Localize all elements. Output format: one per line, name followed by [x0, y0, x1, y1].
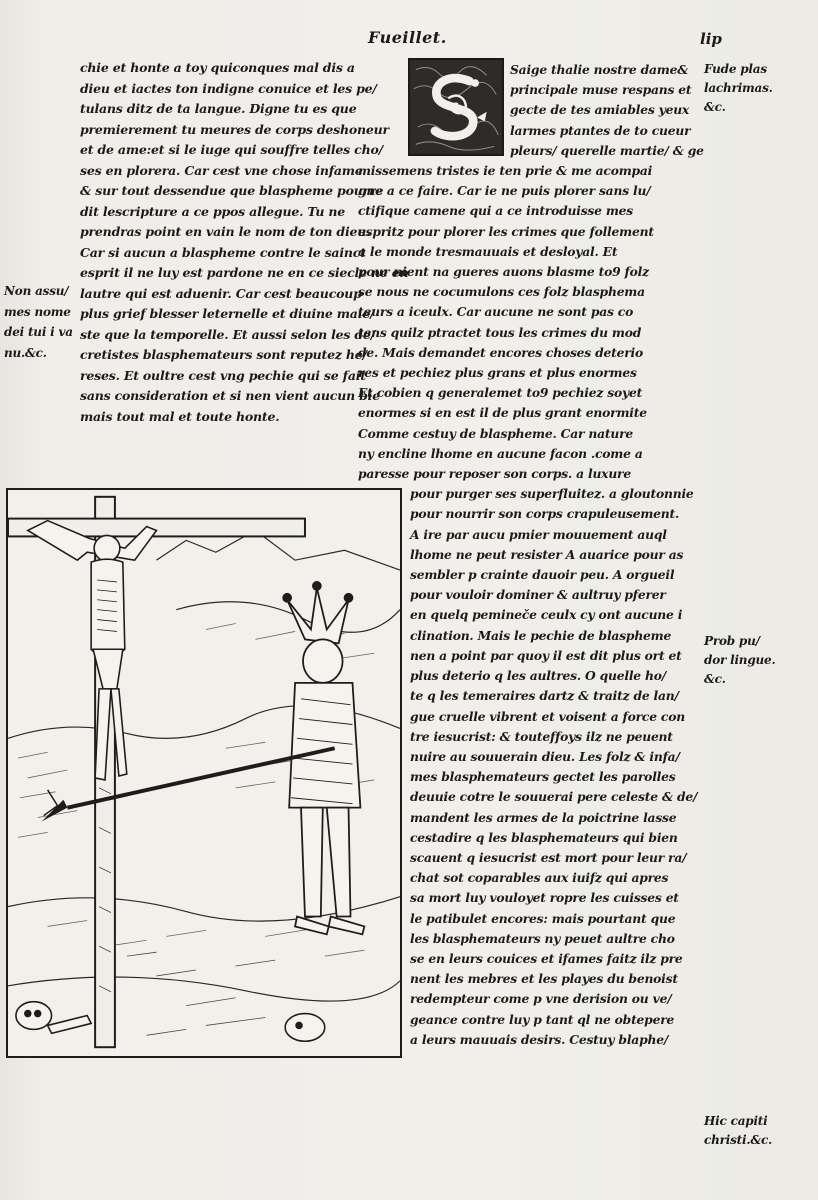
- text-line: sans consideration et si nen vient aucun bie: [80, 388, 380, 403]
- text-line: a leurs mauuais desirs. Cestuy blaphe/: [410, 1031, 669, 1047]
- text-line: premierement tu meures de corps deshoneur: [80, 121, 389, 137]
- text-line: pour nient na gueres auons blasme to9 folz: [358, 264, 649, 280]
- text-line: mes blasphemateurs gectet les parolles: [410, 769, 676, 785]
- text-line: tulans ditz de ta langue. Digne tu es que: [80, 101, 357, 116]
- text-line: se nous ne cocumulons ces folz blasphema: [358, 284, 645, 300]
- text-line: pleurs/ querelle martie/ & ge: [510, 142, 704, 158]
- text-line: enormes si en est il de plus grant enormite: [358, 405, 647, 421]
- text-line: redempteur come p vne derision ou ve/: [410, 991, 672, 1007]
- text-line: geance contre luy p tant ql ne obtepere: [410, 1011, 675, 1027]
- text-line: Comme cestuy de blaspheme. Car nature: [358, 425, 633, 441]
- page-header: [0, 28, 818, 52]
- text-line: te q les temeraires dartz & traitz de lan/: [410, 688, 679, 704]
- text-line: & sur tout dessendue que blaspheme pourre: [80, 183, 384, 198]
- margin-line: Prob pu/: [704, 634, 760, 648]
- margin-line: Non assu/: [4, 284, 69, 298]
- text-line: se en leurs couices et ifames faitz ilz pre: [410, 950, 683, 966]
- text-line: paresse pour reposer son corps. a luxure: [358, 466, 631, 482]
- text-line: mandent les armes de la poictrine lasse: [410, 809, 677, 825]
- text-line: ctifique camene qui a ce introduisse mes: [358, 203, 634, 219]
- right-marginal-note-2: [704, 632, 814, 689]
- running-title: Fueillet.: [368, 28, 447, 47]
- text-line: les blasphemateurs ny peuet aultre cho: [410, 930, 675, 946]
- text-line: lhome ne peut resister A auarice pour as: [410, 546, 684, 562]
- text-line: nen a point par quoy il est dit plus ort et: [410, 647, 682, 663]
- text-line: a le monde tresmauuais et desloyal. Et: [358, 243, 618, 259]
- text-line: mais tout mal et toute honte.: [80, 408, 280, 424]
- text-line: Saige thalie nostre dame&: [510, 62, 689, 77]
- text-line: gne a ce faire. Car ie ne puis plorer sans lu/: [358, 183, 651, 199]
- text-line: chat sot coparables aux iuifz qui apres: [410, 870, 669, 886]
- margin-line: &c.: [704, 672, 726, 686]
- text-line: scauent q iesucrist est mort pour leur ra/: [410, 849, 687, 865]
- text-line: pour vouloir dominer & aultruy pferer: [410, 587, 666, 603]
- text-line: gecte de tes amiables yeux: [510, 102, 690, 118]
- right-text-column: [358, 60, 704, 1050]
- margin-line: Hic capiti: [704, 1114, 768, 1128]
- margin-line: christi.&c.: [704, 1133, 773, 1147]
- text-line: Car si aucun a blaspheme contre le sainct: [80, 244, 366, 260]
- text-line: dit lescripture a ce ppos allegue. Tu ne: [80, 203, 346, 219]
- text-line: larmes ptantes de to cueur: [510, 122, 691, 138]
- text-line: nuire au souuerain dieu. Les folz & infa/: [410, 748, 680, 764]
- text-line: ste que la temporelle. Et aussi selon les de/: [80, 326, 376, 342]
- crucifixion-fool-woodcut: [8, 490, 400, 1056]
- margin-line: dor lingue.: [704, 653, 776, 667]
- text-line: lautre qui est aduenir. Car cest beaucoup: [80, 285, 362, 301]
- text-line: espritz pour plorer les crimes que follement: [358, 223, 654, 239]
- text-line: clination. Mais le pechie de blaspheme: [410, 627, 672, 643]
- margin-line: lachrimas.: [704, 81, 773, 95]
- text-line: reses. Et oultre cest vng pechie qui se fait: [80, 367, 366, 383]
- right-marginal-note-3: [704, 1112, 814, 1150]
- margin-line: Fude plas: [704, 62, 767, 76]
- text-line: principale muse respans et: [510, 82, 692, 98]
- left-text-column: [80, 58, 409, 427]
- text-line: deuuie cotre le souuerai pere celeste & de/: [410, 789, 698, 805]
- text-line: missemens tristes ie ten prie & me acompai: [358, 163, 653, 179]
- text-line: res et pechiez plus grans et plus enormes: [358, 365, 637, 381]
- left-marginal-note: [4, 281, 82, 363]
- right-marginal-note-1: [704, 60, 814, 117]
- folio-number: lip: [700, 30, 722, 48]
- text-line: Et cobien q generalemet to9 pechiez soyet: [358, 385, 643, 401]
- margin-line: nu.&c.: [4, 345, 47, 360]
- text-line: prendras point en vain le nom de ton dieu.: [80, 224, 371, 239]
- margin-line: mes nome: [4, 304, 71, 319]
- text-line: teurs a iceulx. Car aucune ne sont pas co: [358, 304, 634, 320]
- text-line: cretistes blasphemateurs sont reputez he/: [80, 347, 367, 362]
- text-line: cestadire q les blasphemateurs qui bien: [410, 829, 678, 845]
- margin-line: dei tui i va: [4, 325, 73, 339]
- text-line: sembler p crainte dauoir peu. A orgueil: [410, 567, 675, 583]
- text-line: ny encline lhome en aucune facon .come a: [358, 445, 643, 461]
- text-line: chie et honte a toy quiconques mal dis a: [80, 60, 355, 75]
- text-line: ses en plorera. Car cest vne chose infame: [80, 162, 363, 178]
- margin-line: &c.: [704, 100, 726, 114]
- text-line: plus deterio q les aultres. O quelle ho/: [410, 668, 667, 684]
- text-line: nent les mebres et les playes du benoist: [410, 971, 678, 987]
- text-line: de. Mais demandet encores choses deterio: [358, 344, 643, 360]
- text-line: pour purger ses superfluitez. a gloutonnie: [410, 486, 694, 502]
- text-line: tens quilz ptractet tous les crimes du mod: [358, 324, 642, 340]
- text-line: et de ame:et si le iuge qui souffre telles cho/: [80, 142, 383, 157]
- text-line: dieu et iactes ton indigne conuice et les pe/: [80, 80, 377, 96]
- text-line: en quelq pemineče ceulx cy ont aucune i: [410, 607, 683, 623]
- text-line: gue cruelle vibrent et voisent a force con: [410, 708, 685, 724]
- text-line: A ire par aucu pmier mouuement auql: [410, 526, 667, 542]
- text-line: le patibulet encores: mais pourtant que: [410, 910, 676, 926]
- woodcut-illustration: [6, 488, 402, 1058]
- text-line: esprit il ne luy est pardone ne en ce siecle ne en: [80, 265, 409, 280]
- text-line: sa mort luy vouloyet ropre les cuisses et: [410, 890, 679, 906]
- text-line: plus grief blesser leternelle et diuine maie/: [80, 306, 375, 321]
- text-line: pour nourrir son corps crapuleusement.: [410, 506, 680, 522]
- text-line: tre iesucrist: & touteffoys ilz ne peuent: [410, 728, 673, 744]
